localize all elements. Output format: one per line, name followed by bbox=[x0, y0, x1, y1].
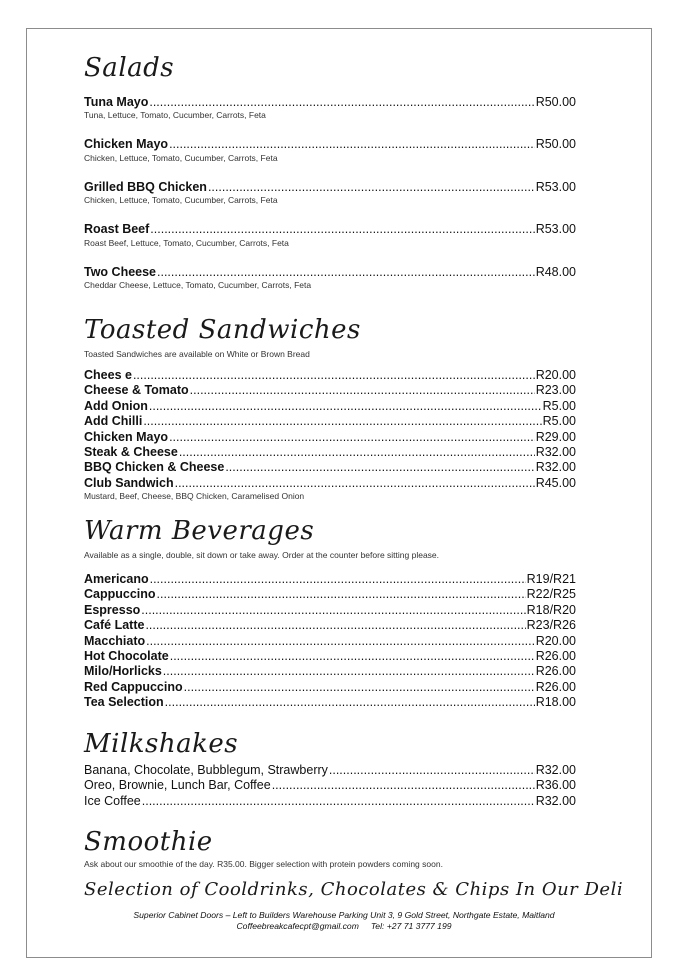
menu-item: Americano ..... R19/R21 bbox=[84, 572, 576, 587]
toasted-list bbox=[84, 368, 576, 502]
menu-item: Add Onion ..... R5.00 bbox=[84, 399, 576, 414]
menu-item: Two Cheese ..... R48.00 bbox=[84, 265, 576, 280]
warm-title: Warm Beverages bbox=[84, 516, 315, 546]
smoothie-title: Smoothie bbox=[84, 827, 213, 857]
toasted-note: Toasted Sandwiches are available on White or Brown Bread bbox=[84, 349, 310, 359]
milkshakes-list bbox=[84, 763, 576, 809]
menu-item: Cheese & Tomato ..... R23.00 bbox=[84, 383, 576, 398]
menu-item: Chicken Mayo ..... R50.00 bbox=[84, 137, 576, 152]
menu-item: Roast Beef ..... R53.00 bbox=[84, 222, 576, 237]
warm-list bbox=[84, 572, 576, 711]
smoothie-note: Ask about our smoothie of the day. R35.00. Bigger selection with protein powders coming soon. bbox=[84, 859, 443, 869]
salads-title: Salads bbox=[84, 53, 175, 83]
toasted-title: Toasted Sandwiches bbox=[84, 315, 361, 345]
deli-title: Selection of Cooldrinks, Chocolates & Chips In Our Deli bbox=[84, 879, 624, 900]
footer-address: Superior Cabinet Doors – Left to Builders Warehouse Parking Unit 3, 9 Gold Street, Northgate Estate, Maitland bbox=[133, 910, 555, 920]
menu-item: Add Chilli ..... R5.00 bbox=[84, 414, 576, 429]
menu-item: Café Latte ..... R23/R26 bbox=[84, 618, 576, 633]
salads-list bbox=[84, 95, 576, 307]
menu-item-desc: Tuna, Lettuce, Tomato, Cucumber, Carrots, Feta bbox=[84, 110, 266, 121]
menu-item: Chees e ..... R20.00 bbox=[84, 368, 576, 383]
footer-contact bbox=[84, 921, 604, 932]
warm-note: Available as a single, double, sit down or take away. Order at the counter before sitting please. bbox=[84, 550, 440, 560]
menu-item: Espresso ..... R18/R20 bbox=[84, 603, 576, 618]
footer-email: Coffeebreakcafecpt@gmail.com bbox=[236, 921, 359, 931]
menu-item: Tea Selection ..... R18.00 bbox=[84, 695, 576, 710]
menu-item: Hot Chocolate ..... R26.00 bbox=[84, 649, 576, 664]
menu-item: Banana, Chocolate, Bubblegum, Strawberry ..... R32.00 bbox=[84, 763, 576, 778]
menu-item-desc: Roast Beef, Lettuce, Tomato, Cucumber, Carrots, Feta bbox=[84, 237, 289, 248]
menu-item-desc: Chicken, Lettuce, Tomato, Cucumber, Carrots, Feta bbox=[84, 152, 278, 163]
club-sandwich-desc: Mustard, Beef, Cheese, BBQ Chicken, Caramelised Onion bbox=[84, 491, 305, 502]
menu-item: Ice Coffee ..... R32.00 bbox=[84, 794, 576, 809]
menu-item: Steak & Cheese ..... R32.00 bbox=[84, 445, 576, 460]
footer-tel: Tel: +27 71 3777 199 bbox=[370, 921, 452, 931]
menu-page bbox=[26, 28, 652, 958]
menu-item: Oreo, Brownie, Lunch Bar, Coffee ..... R36.00 bbox=[84, 778, 576, 793]
menu-item: Club Sandwich ..... R45.00 bbox=[84, 476, 576, 491]
menu-item: Cappuccino ..... R22/R25 bbox=[84, 587, 576, 602]
menu-item: Chicken Mayo ..... R29.00 bbox=[84, 430, 576, 445]
menu-item: Red Cappuccino ..... R26.00 bbox=[84, 680, 576, 695]
menu-item: Tuna Mayo ..... R50.00 bbox=[84, 95, 576, 110]
menu-item: Macchiato ..... R20.00 bbox=[84, 634, 576, 649]
menu-item-desc: Cheddar Cheese, Lettuce, Tomato, Cucumber, Carrots, Feta bbox=[84, 280, 312, 291]
menu-item: BBQ Chicken & Cheese ..... R32.00 bbox=[84, 460, 576, 475]
menu-item-desc: Chicken, Lettuce, Tomato, Cucumber, Carrots, Feta bbox=[84, 195, 278, 206]
menu-item: Grilled BBQ Chicken ..... R53.00 bbox=[84, 180, 576, 195]
milkshakes-title: Milkshakes bbox=[84, 729, 239, 759]
menu-item: Milo/Horlicks ..... R26.00 bbox=[84, 664, 576, 679]
